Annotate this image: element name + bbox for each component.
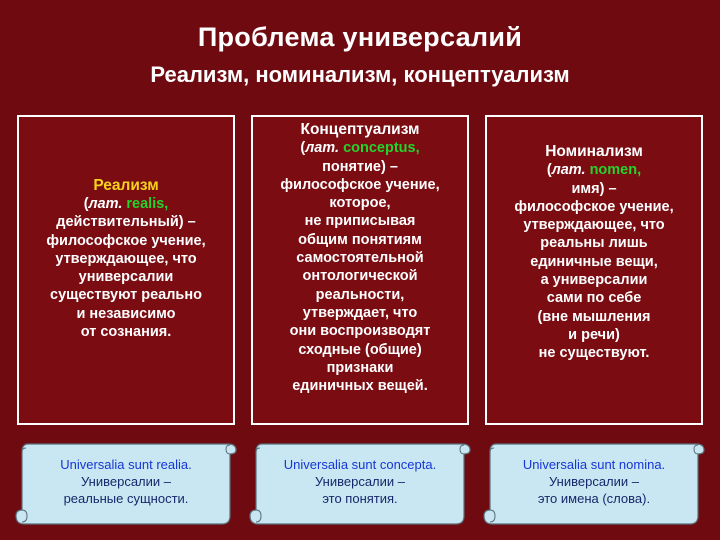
realism-line: от сознания.	[80, 324, 172, 341]
latin-motto: Universalia sunt concepta.	[283, 457, 437, 472]
conceptualism-line: самостоятельной	[296, 250, 424, 267]
nominalism-line: единичные вещи,	[530, 253, 658, 270]
nominalism-line: не существуют.	[538, 345, 650, 362]
realism-scroll	[14, 440, 238, 526]
nominalism-line: (вне мышления	[537, 308, 651, 325]
realism-line: утверждающее, что	[55, 250, 197, 267]
conceptualism-line: понятие) –	[322, 158, 398, 175]
realism-box	[17, 115, 235, 425]
conceptualism-box	[251, 115, 469, 425]
conceptualism-latin-line	[300, 139, 419, 157]
nominalism-latin-line	[547, 161, 641, 179]
scroll-text	[24, 456, 228, 507]
motto-translation-line: Универсалии –	[80, 474, 172, 489]
lat-paren: (	[300, 140, 306, 157]
motto-translation-line: Универсалии –	[314, 474, 406, 489]
conceptualism-line: единичных вещей.	[292, 378, 428, 395]
realism-line: существуют реально	[50, 287, 202, 304]
conceptualism-line: философское учение,	[280, 176, 440, 193]
conceptualism-heading: Концептуализм	[300, 121, 420, 138]
realism-line: универсалии	[78, 269, 174, 286]
conceptualism-line: онтологической	[302, 268, 418, 285]
motto-translation-line: реальные сущности.	[63, 491, 189, 506]
slide-subtitle: Реализм, номинализм, концептуализм	[150, 62, 570, 87]
scroll-text	[258, 456, 462, 507]
nominalism-scroll	[482, 440, 706, 526]
scroll-text	[492, 456, 696, 507]
conceptualism-line: реальности,	[315, 286, 405, 303]
lat-abbr: лат.	[88, 195, 123, 212]
latin-motto: Universalia sunt realia.	[60, 457, 192, 472]
latin-motto: Universalia sunt nomina.	[522, 457, 666, 472]
nominalism-line: а универсалии	[540, 272, 648, 289]
realism-line: и независимо	[76, 305, 176, 322]
conceptualism-line: признаки	[326, 359, 394, 376]
latin-word: conceptus,	[343, 140, 420, 157]
realism-line: философское учение,	[46, 232, 206, 249]
nominalism-line: и речи)	[568, 326, 620, 343]
conceptualism-line: не приписывая	[304, 213, 416, 230]
motto-translation-line: Универсалии –	[548, 474, 640, 489]
latin-word: nomen,	[589, 162, 642, 179]
slide-title: Проблема универсалий	[197, 22, 523, 52]
lat-paren: (	[83, 195, 89, 212]
latin-word: realis,	[126, 195, 169, 212]
nominalism-box	[485, 115, 703, 425]
conceptualism-line: общим понятиям	[298, 231, 422, 248]
realism-line: действительный) –	[56, 214, 196, 231]
nominalism-line: имя) –	[571, 180, 617, 197]
lat-abbr: лат.	[305, 140, 340, 157]
nominalism-heading: Номинализм	[545, 143, 643, 160]
motto-translation-line: это имена (слова).	[537, 491, 651, 506]
motto-translation-line: это понятия.	[322, 491, 398, 506]
realism-heading: Реализм	[93, 176, 159, 194]
conceptualism-line: они воспроизводят	[289, 323, 431, 340]
lat-abbr: лат.	[551, 162, 586, 179]
realism-latin-line	[84, 195, 169, 213]
conceptualism-line: которое,	[329, 195, 391, 212]
conceptualism-scroll	[248, 440, 472, 526]
conceptualism-line: утверждает, что	[302, 304, 418, 321]
nominalism-line: реальны лишь	[540, 235, 648, 252]
nominalism-line: сами по себе	[546, 290, 642, 307]
nominalism-line: философское учение,	[514, 198, 674, 215]
lat-paren: (	[546, 162, 552, 179]
nominalism-line: утверждающее, что	[523, 217, 665, 234]
conceptualism-line: сходные (общие)	[298, 341, 422, 358]
